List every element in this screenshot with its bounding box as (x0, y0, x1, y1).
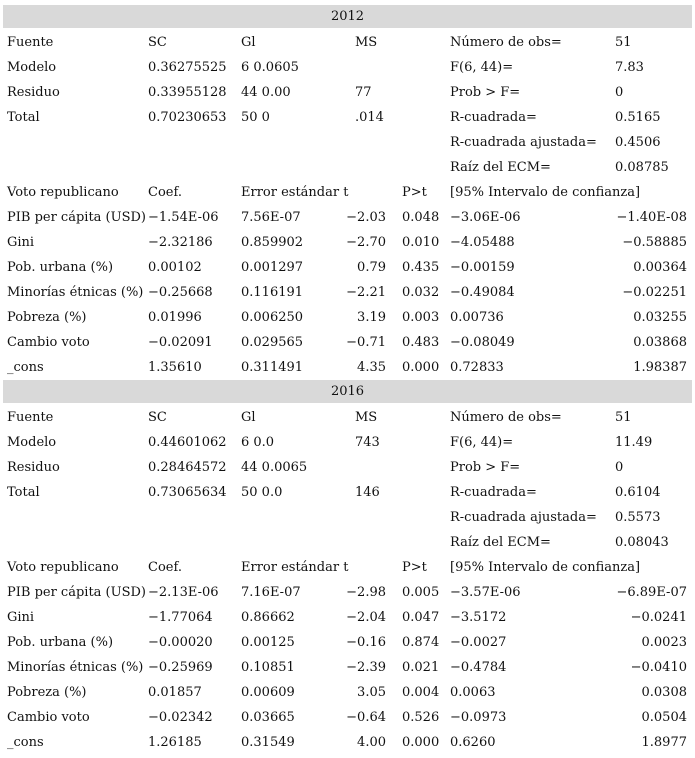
ci-high-cell: −0.0241 (630, 610, 687, 625)
stat-label: F(6, 44)= (450, 435, 514, 450)
source-cell: Total (7, 485, 40, 500)
coef-row (0, 730, 695, 755)
t-cell: −0.71 (346, 335, 386, 350)
var-cell: Pob. urbana (%) (7, 635, 114, 650)
coef-header-row (0, 180, 695, 205)
source-cell: Total (7, 110, 40, 125)
coef-cell: −0.25668 (148, 285, 213, 300)
stat-value: 0.5165 (615, 110, 661, 125)
t-cell: −2.03 (346, 210, 386, 225)
se-cell: 0.859902 (241, 235, 304, 250)
ci-high-cell: 0.03868 (633, 335, 687, 350)
coef-cell: −0.02342 (148, 710, 213, 725)
anova-header-row (0, 405, 695, 430)
coef-cell: −0.00020 (148, 635, 213, 650)
t-cell: −2.70 (346, 235, 386, 250)
ci-low-cell: 0.6260 (450, 735, 496, 750)
coef-cell: 1.26185 (148, 735, 202, 750)
coef-cell: 0.00102 (148, 260, 202, 275)
var-cell: Pob. urbana (%) (7, 260, 114, 275)
stat-label: R-cuadrada= (450, 485, 537, 500)
anova-row (0, 455, 695, 480)
t-cell: 3.05 (357, 685, 386, 700)
df-cell: 50 0.0 (241, 485, 283, 500)
col-sc: SC (148, 35, 167, 50)
stat-value: 0.4506 (615, 135, 661, 150)
t-cell: 4.35 (357, 360, 386, 375)
t-cell: −0.16 (346, 635, 386, 650)
coef-cell: −2.13E-06 (148, 585, 219, 600)
se-cell: 0.00125 (241, 635, 295, 650)
t-cell: 0.79 (357, 260, 386, 275)
var-cell: Gini (7, 235, 35, 250)
ci-high-cell: −0.02251 (622, 285, 687, 300)
ci-low-cell: −3.57E-06 (450, 585, 521, 600)
source-cell: Modelo (7, 435, 57, 450)
var-cell: Pobreza (%) (7, 685, 87, 700)
ci-high-cell: 0.0023 (641, 635, 687, 650)
stat-value: 7.83 (615, 60, 644, 75)
anova-row (0, 530, 695, 555)
df-cell: 6 0.0 (241, 435, 275, 450)
p-cell: 0.021 (402, 660, 440, 675)
ms-cell: .014 (355, 110, 384, 125)
stat-value: 0.08785 (615, 160, 669, 175)
col-ci: [95% Intervalo de confianza] (450, 185, 641, 200)
section-title-2012: 2012 (3, 5, 692, 28)
se-cell: 0.001297 (241, 260, 304, 275)
coef-row (0, 680, 695, 705)
coef-row (0, 280, 695, 305)
source-cell: Residuo (7, 460, 60, 475)
stat-label: R-cuadrada ajustada= (450, 135, 597, 150)
var-cell: Gini (7, 610, 35, 625)
se-cell: 7.16E-07 (241, 585, 301, 600)
var-cell: PIB per cápita (USD) (7, 585, 146, 600)
t-cell: 4.00 (357, 735, 386, 750)
p-cell: 0.003 (402, 310, 440, 325)
ci-high-cell: −6.89E-07 (616, 585, 687, 600)
source-cell: Residuo (7, 85, 60, 100)
t-cell: 3.19 (357, 310, 386, 325)
coef-row (0, 305, 695, 330)
coef-row (0, 205, 695, 230)
ci-low-cell: −0.08049 (450, 335, 515, 350)
se-cell: 0.116191 (241, 285, 304, 300)
stat-label: Raíz del ECM= (450, 160, 551, 175)
coef-cell: −1.54E-06 (148, 210, 219, 225)
stat-value: 51 (615, 35, 632, 50)
coef-cell: 0.01857 (148, 685, 202, 700)
section-title-2016: 2016 (3, 380, 692, 403)
se-cell: 0.006250 (241, 310, 304, 325)
ci-low-cell: 0.72833 (450, 360, 504, 375)
ci-high-cell: 0.00364 (633, 260, 687, 275)
stat-value: 0 (615, 85, 624, 100)
p-cell: 0.047 (402, 610, 440, 625)
var-cell: Minorías étnicas (%) (7, 660, 144, 675)
col-variable: Voto republicano (7, 185, 119, 200)
coef-cell: −0.02091 (148, 335, 213, 350)
col-se-t: Error estándar t (241, 560, 349, 575)
var-cell: Cambio voto (7, 335, 90, 350)
stat-label: Número de obs= (450, 35, 562, 50)
ci-low-cell: −4.05488 (450, 235, 515, 250)
p-cell: 0.048 (402, 210, 440, 225)
p-cell: 0.032 (402, 285, 440, 300)
ci-high-cell: 1.8977 (641, 735, 687, 750)
ci-high-cell: 0.0504 (641, 710, 687, 725)
var-cell: PIB per cápita (USD) (7, 210, 146, 225)
ci-low-cell: −0.4784 (450, 660, 507, 675)
var-cell: Cambio voto (7, 710, 90, 725)
stat-value: 51 (615, 410, 632, 425)
ci-high-cell: −0.0410 (630, 660, 687, 675)
anova-row (0, 105, 695, 130)
anova-row (0, 155, 695, 180)
se-cell: 0.31549 (241, 735, 295, 750)
col-fuente: Fuente (7, 35, 54, 50)
stat-label: R-cuadrada= (450, 110, 537, 125)
col-coef: Coef. (148, 560, 182, 575)
ms-cell: 146 (355, 485, 380, 500)
coef-cell: −1.77064 (148, 610, 213, 625)
ms-cell: 743 (355, 435, 380, 450)
p-cell: 0.526 (402, 710, 440, 725)
t-cell: −2.39 (346, 660, 386, 675)
ss-cell: 0.70230653 (148, 110, 227, 125)
stat-label: R-cuadrada ajustada= (450, 510, 597, 525)
var-cell: _cons (7, 735, 44, 750)
se-cell: 7.56E-07 (241, 210, 301, 225)
se-cell: 0.311491 (241, 360, 304, 375)
coef-row (0, 630, 695, 655)
stat-label: Raíz del ECM= (450, 535, 551, 550)
p-cell: 0.000 (402, 735, 440, 750)
ci-high-cell: 0.0308 (641, 685, 687, 700)
ms-cell: 77 (355, 85, 372, 100)
anova-row (0, 130, 695, 155)
ci-low-cell: −0.0027 (450, 635, 507, 650)
stat-value: 0.6104 (615, 485, 661, 500)
ci-low-cell: 0.00736 (450, 310, 504, 325)
stat-label: Número de obs= (450, 410, 562, 425)
anova-row (0, 505, 695, 530)
ci-low-cell: −3.5172 (450, 610, 507, 625)
coef-cell: −2.32186 (148, 235, 213, 250)
anova-row (0, 55, 695, 80)
stat-value: 0 (615, 460, 624, 475)
coef-row (0, 580, 695, 605)
df-cell: 6 0.0605 (241, 60, 299, 75)
ss-cell: 0.33955128 (148, 85, 227, 100)
ss-cell: 0.44601062 (148, 435, 227, 450)
col-se-t: Error estándar t (241, 185, 349, 200)
col-ms: MS (355, 35, 378, 50)
p-cell: 0.483 (402, 335, 440, 350)
p-cell: 0.435 (402, 260, 440, 275)
ci-high-cell: −1.40E-08 (616, 210, 687, 225)
anova-header-row (0, 30, 695, 55)
ci-low-cell: −0.00159 (450, 260, 515, 275)
col-ci: [95% Intervalo de confianza] (450, 560, 641, 575)
p-cell: 0.010 (402, 235, 440, 250)
p-cell: 0.004 (402, 685, 440, 700)
col-p: P>t (402, 185, 427, 200)
var-cell: _cons (7, 360, 44, 375)
coef-row (0, 255, 695, 280)
ci-high-cell: −0.58885 (622, 235, 687, 250)
ci-low-cell: −3.06E-06 (450, 210, 521, 225)
se-cell: 0.86662 (241, 610, 295, 625)
stat-value: 11.49 (615, 435, 653, 450)
col-gl: Gl (241, 35, 256, 50)
p-cell: 0.000 (402, 360, 440, 375)
stat-label: Prob > F= (450, 85, 521, 100)
se-cell: 0.03665 (241, 710, 295, 725)
col-coef: Coef. (148, 185, 182, 200)
stat-value: 0.08043 (615, 535, 669, 550)
coef-row (0, 605, 695, 630)
t-cell: −2.04 (346, 610, 386, 625)
ss-cell: 0.28464572 (148, 460, 227, 475)
coef-row (0, 655, 695, 680)
coef-row (0, 330, 695, 355)
col-sc: SC (148, 410, 167, 425)
coef-cell: 1.35610 (148, 360, 202, 375)
stat-label: Prob > F= (450, 460, 521, 475)
ci-low-cell: −0.49084 (450, 285, 515, 300)
se-cell: 0.029565 (241, 335, 304, 350)
coef-cell: 0.01996 (148, 310, 202, 325)
df-cell: 44 0.00 (241, 85, 291, 100)
ci-low-cell: 0.0063 (450, 685, 496, 700)
coef-header-row (0, 555, 695, 580)
var-cell: Minorías étnicas (%) (7, 285, 144, 300)
ss-cell: 0.36275525 (148, 60, 227, 75)
se-cell: 0.10851 (241, 660, 295, 675)
ci-high-cell: 1.98387 (633, 360, 687, 375)
col-ms: MS (355, 410, 378, 425)
t-cell: −2.98 (346, 585, 386, 600)
coef-row (0, 705, 695, 730)
coef-cell: −0.25969 (148, 660, 213, 675)
anova-row (0, 80, 695, 105)
t-cell: −2.21 (346, 285, 386, 300)
coef-row (0, 355, 695, 380)
col-fuente: Fuente (7, 410, 54, 425)
ci-low-cell: −0.0973 (450, 710, 507, 725)
df-cell: 50 0 (241, 110, 270, 125)
col-p: P>t (402, 560, 427, 575)
df-cell: 44 0.0065 (241, 460, 308, 475)
p-cell: 0.874 (402, 635, 440, 650)
var-cell: Pobreza (%) (7, 310, 87, 325)
coef-row (0, 230, 695, 255)
anova-row (0, 480, 695, 505)
ci-high-cell: 0.03255 (633, 310, 687, 325)
ss-cell: 0.73065634 (148, 485, 227, 500)
stat-value: 0.5573 (615, 510, 661, 525)
t-cell: −0.64 (346, 710, 386, 725)
stat-label: F(6, 44)= (450, 60, 514, 75)
col-variable: Voto republicano (7, 560, 119, 575)
col-gl: Gl (241, 410, 256, 425)
se-cell: 0.00609 (241, 685, 295, 700)
p-cell: 0.005 (402, 585, 440, 600)
anova-row (0, 430, 695, 455)
source-cell: Modelo (7, 60, 57, 75)
